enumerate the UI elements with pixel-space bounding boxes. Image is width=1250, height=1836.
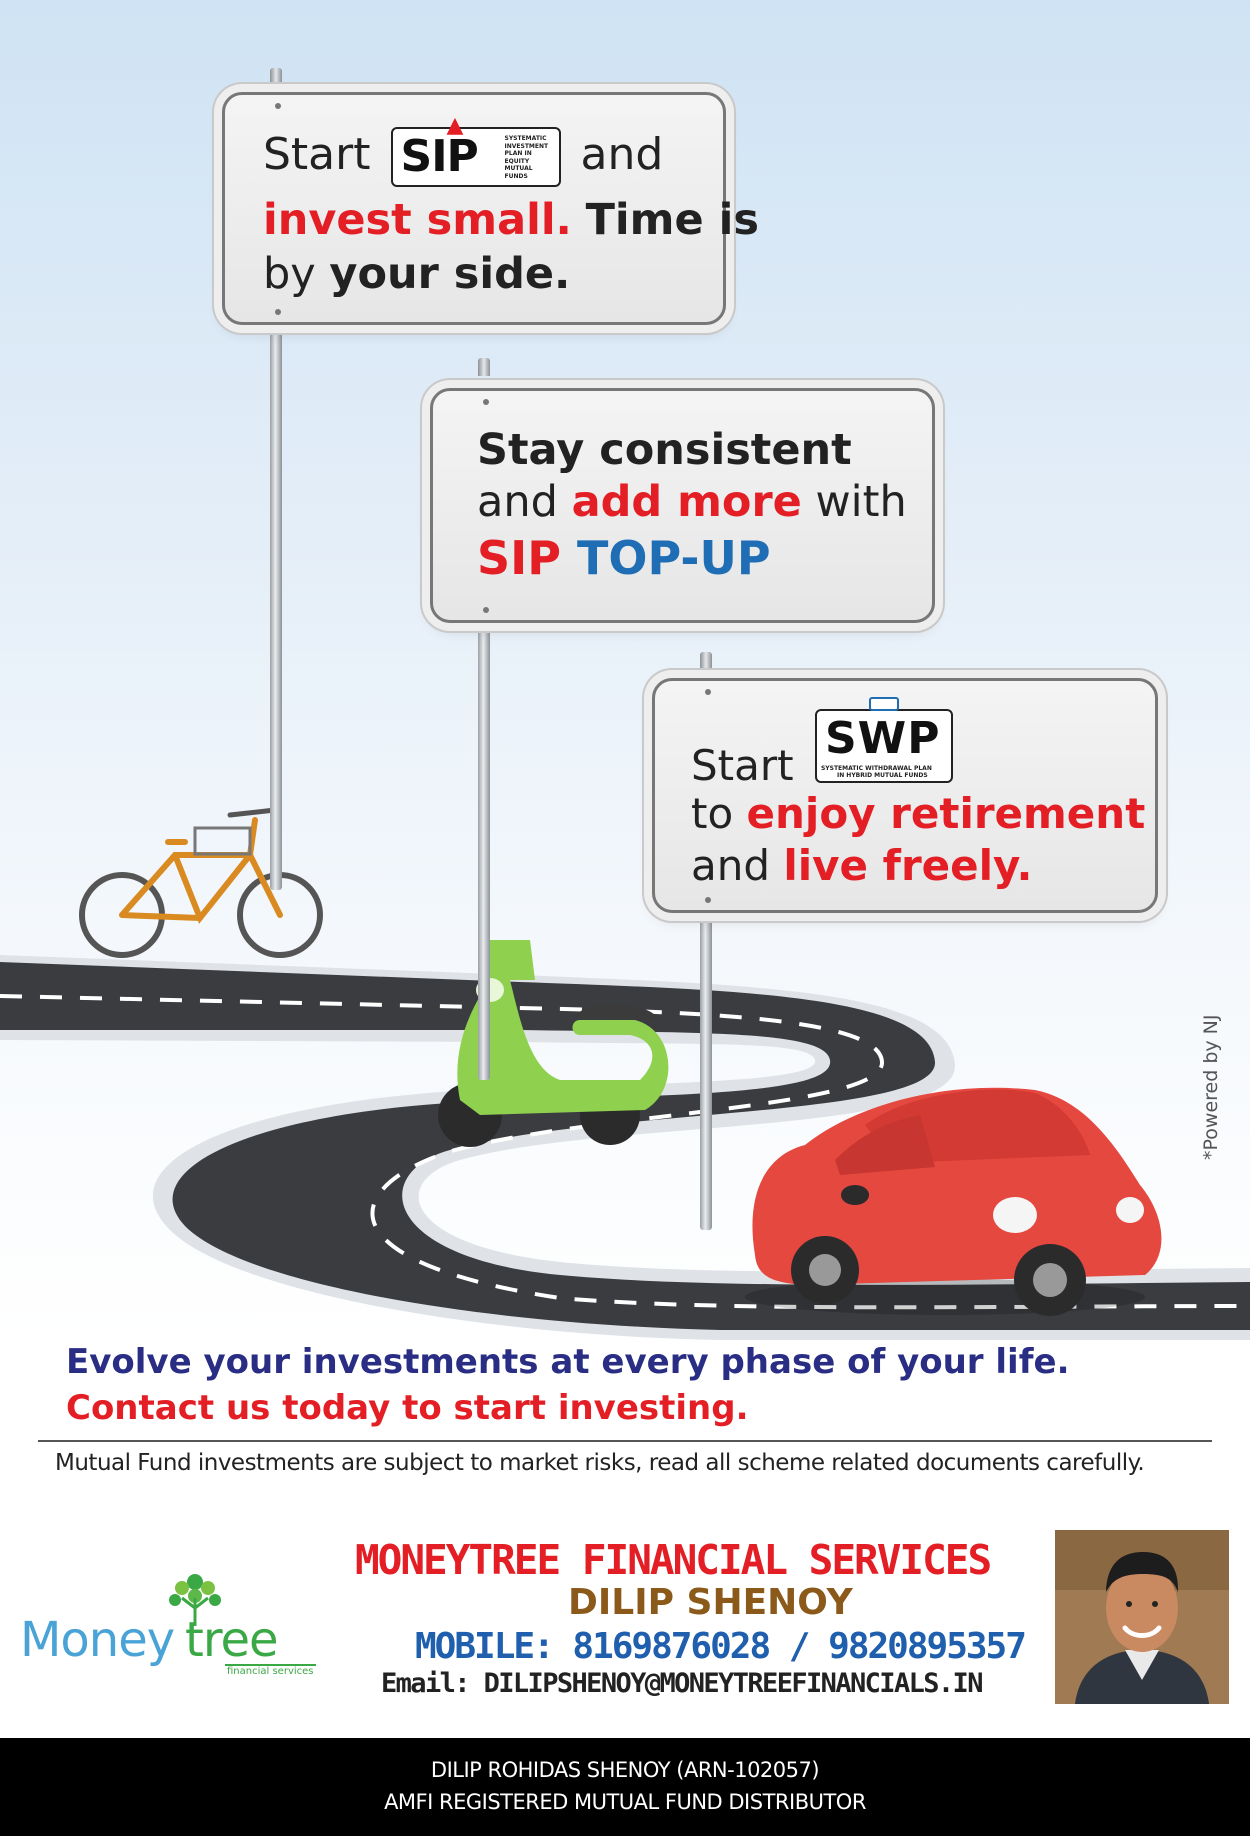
logo-sub: financial services: [227, 1666, 314, 1677]
sip-badge-sub-line: PLAN IN: [504, 150, 532, 157]
sip-badge-sub-line: EQUITY: [504, 157, 530, 165]
topup-sip: SIP: [477, 531, 561, 585]
logo-word-money: Money: [20, 1612, 175, 1668]
sip-badge-sub-line: FUNDS: [504, 172, 528, 180]
pole-3: [700, 910, 712, 1230]
swp-badge-piggy-icon: [869, 697, 899, 711]
pole-2: [478, 620, 490, 1080]
advisor-name: DILIP SHENOY: [568, 1582, 853, 1623]
advisor-portrait: [1055, 1530, 1229, 1704]
sip-badge: [391, 113, 561, 187]
company-name: MONEYTREE FINANCIAL SERVICES: [355, 1536, 991, 1584]
logo-word-tree: tree: [185, 1612, 278, 1668]
divider: [38, 1440, 1212, 1442]
sip-invest-small: invest small.: [263, 195, 572, 245]
swp-start-text: Start: [691, 740, 794, 790]
sign-bolt: [275, 103, 281, 109]
sign-sip: [222, 92, 759, 325]
tagline-secondary: Contact us today to start investing.: [66, 1388, 749, 1428]
sip-badge-sub: [505, 135, 549, 180]
sip-line-2: [263, 195, 759, 245]
topup-with: with: [815, 477, 907, 527]
pole-1: [270, 330, 282, 890]
footer-bar: [0, 1738, 1250, 1836]
sip-line-1: [263, 113, 664, 187]
powered-by-note: *Powered by NJ: [1200, 1014, 1222, 1160]
sip-badge-sub-line: INVESTMENT: [504, 142, 549, 150]
footer-arn: DILIP ROHIDAS SHENOY (ARN-102057): [430, 1758, 820, 1782]
sip-time-is: Time is: [585, 195, 759, 245]
topup-add-more: add more: [571, 477, 802, 527]
swp-badge-sub: [821, 765, 932, 779]
pole-cap-3: [700, 652, 712, 670]
topup-topup: TOP-UP: [576, 531, 771, 585]
topup-and: and: [477, 477, 558, 527]
swp-badge-sub-line: IN HYBRID MUTUAL FUNDS: [836, 772, 928, 779]
swp-line-3: [691, 841, 1033, 890]
sip-line-3: [263, 249, 571, 299]
advisor-photo: [1055, 1530, 1229, 1704]
disclaimer: Mutual Fund investments are subject to market risks, read all scheme related documents carefully.: [55, 1450, 1145, 1476]
sign-topup: [430, 388, 935, 623]
pole-cap-1: [270, 68, 282, 86]
swp-enjoy-retirement: enjoy retirement: [746, 789, 1146, 838]
email-address[interactable]: Email: DILIPSHENOY@MONEYTREEFINANCIALS.IN: [381, 1668, 982, 1699]
sip-by: by: [263, 249, 316, 299]
sip-badge-sub-line: MUTUAL: [504, 165, 533, 172]
swp-badge-main: SWP: [824, 713, 941, 764]
pole-cap-2: [478, 358, 490, 376]
sip-and-text: and: [580, 129, 664, 180]
sip-start-text: Start: [263, 129, 371, 180]
sign-bolt: [705, 897, 711, 903]
topup-line-3: [477, 531, 771, 585]
sip-badge-main: SIP: [400, 131, 478, 182]
swp-live-freely: live freely.: [783, 841, 1033, 890]
sip-your-side: your side.: [329, 249, 571, 299]
swp-badge: [815, 709, 953, 783]
sign-bolt: [705, 689, 711, 695]
sign-bolt: [483, 399, 489, 405]
mobile-numbers[interactable]: MOBILE: 8169876028 / 9820895357: [415, 1626, 1025, 1667]
swp-to: to: [691, 789, 734, 838]
sign-bolt: [275, 309, 281, 315]
sign-bolt: [483, 607, 489, 613]
tagline-primary: Evolve your investments at every phase of your life.: [66, 1342, 1070, 1382]
swp-badge-sub-line: SYSTEMATIC WITHDRAWAL PLAN: [820, 765, 932, 772]
sip-badge-sub-line: SYSTEMATIC: [504, 135, 547, 142]
swp-line-2: [691, 789, 1146, 838]
swp-line-1: [691, 709, 953, 790]
bicycle: [82, 810, 320, 955]
moneytree-logo: [20, 1568, 314, 1677]
sign-swp: [652, 678, 1158, 913]
swp-and: and: [691, 841, 771, 890]
sip-badge-arrow-icon: ▲: [446, 113, 464, 138]
footer-amfi: AMFI REGISTERED MUTUAL FUND DISTRIBUTOR: [384, 1790, 866, 1814]
topup-line-2: [477, 477, 907, 527]
topup-line-1: Stay consistent: [477, 425, 852, 475]
